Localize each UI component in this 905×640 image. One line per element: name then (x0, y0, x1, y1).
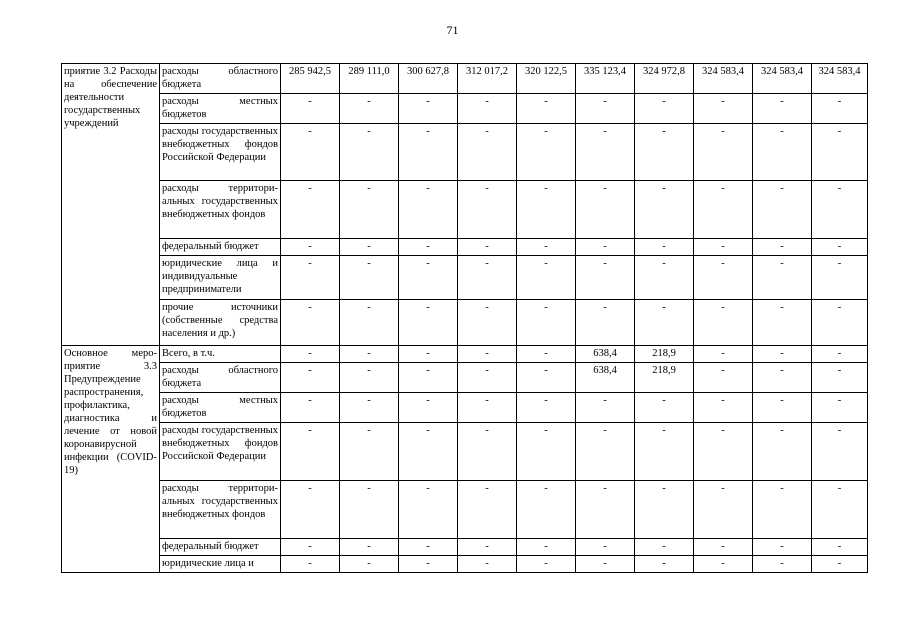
table-row (62, 300, 868, 346)
value-cell: - (281, 539, 340, 556)
value-cell: - (281, 363, 340, 393)
value-cell: - (576, 481, 635, 539)
value-cell: - (635, 256, 694, 300)
value-cell: - (458, 239, 517, 256)
table-row (62, 481, 868, 539)
value-cell: - (399, 300, 458, 346)
value-cell: 289 111,0 (340, 64, 399, 94)
value-cell: - (399, 481, 458, 539)
value-cell: - (340, 481, 399, 539)
value-cell: - (635, 556, 694, 573)
value-cell: - (458, 556, 517, 573)
value-cell: - (340, 239, 399, 256)
value-cell: - (399, 94, 458, 124)
funding-source-cell: расходы местных бюджетов (160, 393, 281, 423)
value-cell: - (576, 300, 635, 346)
value-cell: - (576, 556, 635, 573)
value-cell: - (753, 346, 812, 363)
value-cell: - (812, 256, 868, 300)
table-row (62, 539, 868, 556)
value-cell: - (694, 300, 753, 346)
value-cell: - (576, 423, 635, 481)
table-row (62, 256, 868, 300)
funding-source-cell: федеральный бюджет (160, 539, 281, 556)
funding-source-cell: Всего, в т.ч. (160, 346, 281, 363)
value-cell: - (458, 346, 517, 363)
value-cell: - (694, 481, 753, 539)
value-cell: - (399, 124, 458, 181)
value-cell: - (517, 256, 576, 300)
program-activity-cell: приятие 3.2 Расходы на обеспечение деятельности государственных учреждений (62, 64, 160, 346)
program-activity-cell: Основное мероприятие 3.3 Предупреждение распространения, профилактика, диагностика и лечение от новой коронавирусной инфекции (COVID-19) (62, 346, 160, 573)
value-cell: - (576, 94, 635, 124)
value-cell: 218,9 (635, 346, 694, 363)
value-cell: - (694, 239, 753, 256)
value-cell: - (281, 481, 340, 539)
value-cell: - (517, 94, 576, 124)
value-cell: 312 017,2 (458, 64, 517, 94)
value-cell: - (812, 539, 868, 556)
value-cell: - (635, 94, 694, 124)
funding-source-cell: расходы местных бюджетов (160, 94, 281, 124)
value-cell: - (281, 94, 340, 124)
value-cell: - (458, 481, 517, 539)
value-cell: - (281, 423, 340, 481)
value-cell: - (458, 256, 517, 300)
value-cell: - (517, 300, 576, 346)
value-cell: - (517, 481, 576, 539)
page-number: 71 (446, 23, 459, 37)
funding-source-cell: юридические лица и индивидуальные предприниматели (160, 256, 281, 300)
value-cell: - (281, 239, 340, 256)
value-cell: - (458, 393, 517, 423)
value-cell: - (458, 124, 517, 181)
budget-table (61, 63, 868, 573)
value-cell: - (753, 481, 812, 539)
value-cell: - (399, 539, 458, 556)
value-cell: - (635, 539, 694, 556)
value-cell: - (340, 393, 399, 423)
funding-source-cell: расходы территориальных государственных внебюджетных фондов (160, 481, 281, 539)
value-cell: 335 123,4 (576, 64, 635, 94)
value-cell: - (576, 124, 635, 181)
value-cell: - (340, 346, 399, 363)
value-cell: - (340, 423, 399, 481)
value-cell: - (694, 256, 753, 300)
value-cell: - (753, 393, 812, 423)
value-cell: - (340, 124, 399, 181)
value-cell: - (694, 181, 753, 239)
value-cell: - (576, 393, 635, 423)
value-cell: - (694, 346, 753, 363)
value-cell: - (399, 181, 458, 239)
value-cell: - (635, 481, 694, 539)
table-row (62, 363, 868, 393)
table-row (62, 94, 868, 124)
value-cell: - (340, 363, 399, 393)
value-cell: - (281, 300, 340, 346)
value-cell: - (458, 181, 517, 239)
value-cell: - (812, 300, 868, 346)
value-cell: - (458, 423, 517, 481)
value-cell: - (753, 256, 812, 300)
value-cell: - (281, 393, 340, 423)
value-cell: - (635, 124, 694, 181)
value-cell: - (576, 256, 635, 300)
value-cell: - (635, 239, 694, 256)
table-row (62, 556, 868, 573)
value-cell: - (517, 346, 576, 363)
funding-source-cell: расходы областного бюджета (160, 363, 281, 393)
value-cell: - (340, 181, 399, 239)
table-row (62, 346, 868, 363)
value-cell: 300 627,8 (399, 64, 458, 94)
value-cell: - (517, 393, 576, 423)
value-cell: - (517, 423, 576, 481)
table-body (62, 64, 868, 573)
value-cell: - (753, 181, 812, 239)
value-cell: - (399, 363, 458, 393)
value-cell: - (753, 300, 812, 346)
value-cell: - (340, 256, 399, 300)
value-cell: - (399, 556, 458, 573)
funding-source-cell: юридические лица и (160, 556, 281, 573)
table-row (62, 423, 868, 481)
value-cell: - (340, 300, 399, 346)
value-cell: - (694, 393, 753, 423)
value-cell: - (458, 539, 517, 556)
value-cell: - (812, 239, 868, 256)
table-row (62, 393, 868, 423)
value-cell: - (399, 256, 458, 300)
value-cell: - (635, 393, 694, 423)
value-cell: - (399, 239, 458, 256)
funding-source-cell: расходы территориальных государственных внебюджетных фондов (160, 181, 281, 239)
value-cell: - (694, 556, 753, 573)
value-cell: - (753, 539, 812, 556)
value-cell: 638,4 (576, 346, 635, 363)
table-row (62, 64, 868, 94)
table-row (62, 239, 868, 256)
value-cell: - (281, 124, 340, 181)
value-cell: 324 583,4 (812, 64, 868, 94)
value-cell: - (694, 363, 753, 393)
value-cell: - (694, 94, 753, 124)
value-cell: - (753, 124, 812, 181)
value-cell: - (517, 539, 576, 556)
value-cell: - (517, 181, 576, 239)
value-cell: - (694, 124, 753, 181)
value-cell: - (576, 239, 635, 256)
funding-source-cell: прочие источники (собственные средства населения и др.) (160, 300, 281, 346)
value-cell: 324 972,8 (635, 64, 694, 94)
value-cell: - (576, 181, 635, 239)
value-cell: - (812, 423, 868, 481)
value-cell: - (340, 94, 399, 124)
value-cell: - (399, 346, 458, 363)
value-cell: - (517, 556, 576, 573)
value-cell: - (399, 423, 458, 481)
value-cell: - (694, 423, 753, 481)
value-cell: - (458, 300, 517, 346)
value-cell: - (517, 363, 576, 393)
value-cell: - (812, 363, 868, 393)
value-cell: - (517, 239, 576, 256)
value-cell: 320 122,5 (517, 64, 576, 94)
value-cell: - (753, 239, 812, 256)
value-cell: - (812, 393, 868, 423)
value-cell: - (635, 300, 694, 346)
value-cell: 324 583,4 (694, 64, 753, 94)
funding-source-cell: расходы государственных внебюджетных фондов Российской Федерации (160, 124, 281, 181)
value-cell: - (517, 124, 576, 181)
value-cell: - (399, 393, 458, 423)
value-cell: - (753, 556, 812, 573)
value-cell: 324 583,4 (753, 64, 812, 94)
value-cell: - (812, 556, 868, 573)
value-cell: - (812, 124, 868, 181)
value-cell: - (635, 181, 694, 239)
value-cell: - (458, 363, 517, 393)
value-cell: - (812, 94, 868, 124)
value-cell: - (753, 363, 812, 393)
value-cell: 638,4 (576, 363, 635, 393)
value-cell: - (340, 556, 399, 573)
table-row (62, 124, 868, 181)
value-cell: - (340, 539, 399, 556)
funding-source-cell: федеральный бюджет (160, 239, 281, 256)
funding-source-cell: расходы государственных внебюджетных фондов Российской Федерации (160, 423, 281, 481)
value-cell: - (281, 346, 340, 363)
value-cell: - (812, 346, 868, 363)
table-row (62, 181, 868, 239)
value-cell: - (753, 94, 812, 124)
value-cell: 285 942,5 (281, 64, 340, 94)
value-cell: - (635, 423, 694, 481)
value-cell: - (812, 481, 868, 539)
value-cell: - (753, 423, 812, 481)
value-cell: - (281, 181, 340, 239)
value-cell: - (694, 539, 753, 556)
value-cell: - (458, 94, 517, 124)
value-cell: - (812, 181, 868, 239)
value-cell: - (281, 256, 340, 300)
value-cell: - (281, 556, 340, 573)
funding-source-cell: расходы областного бюджета (160, 64, 281, 94)
value-cell: 218,9 (635, 363, 694, 393)
value-cell: - (576, 539, 635, 556)
